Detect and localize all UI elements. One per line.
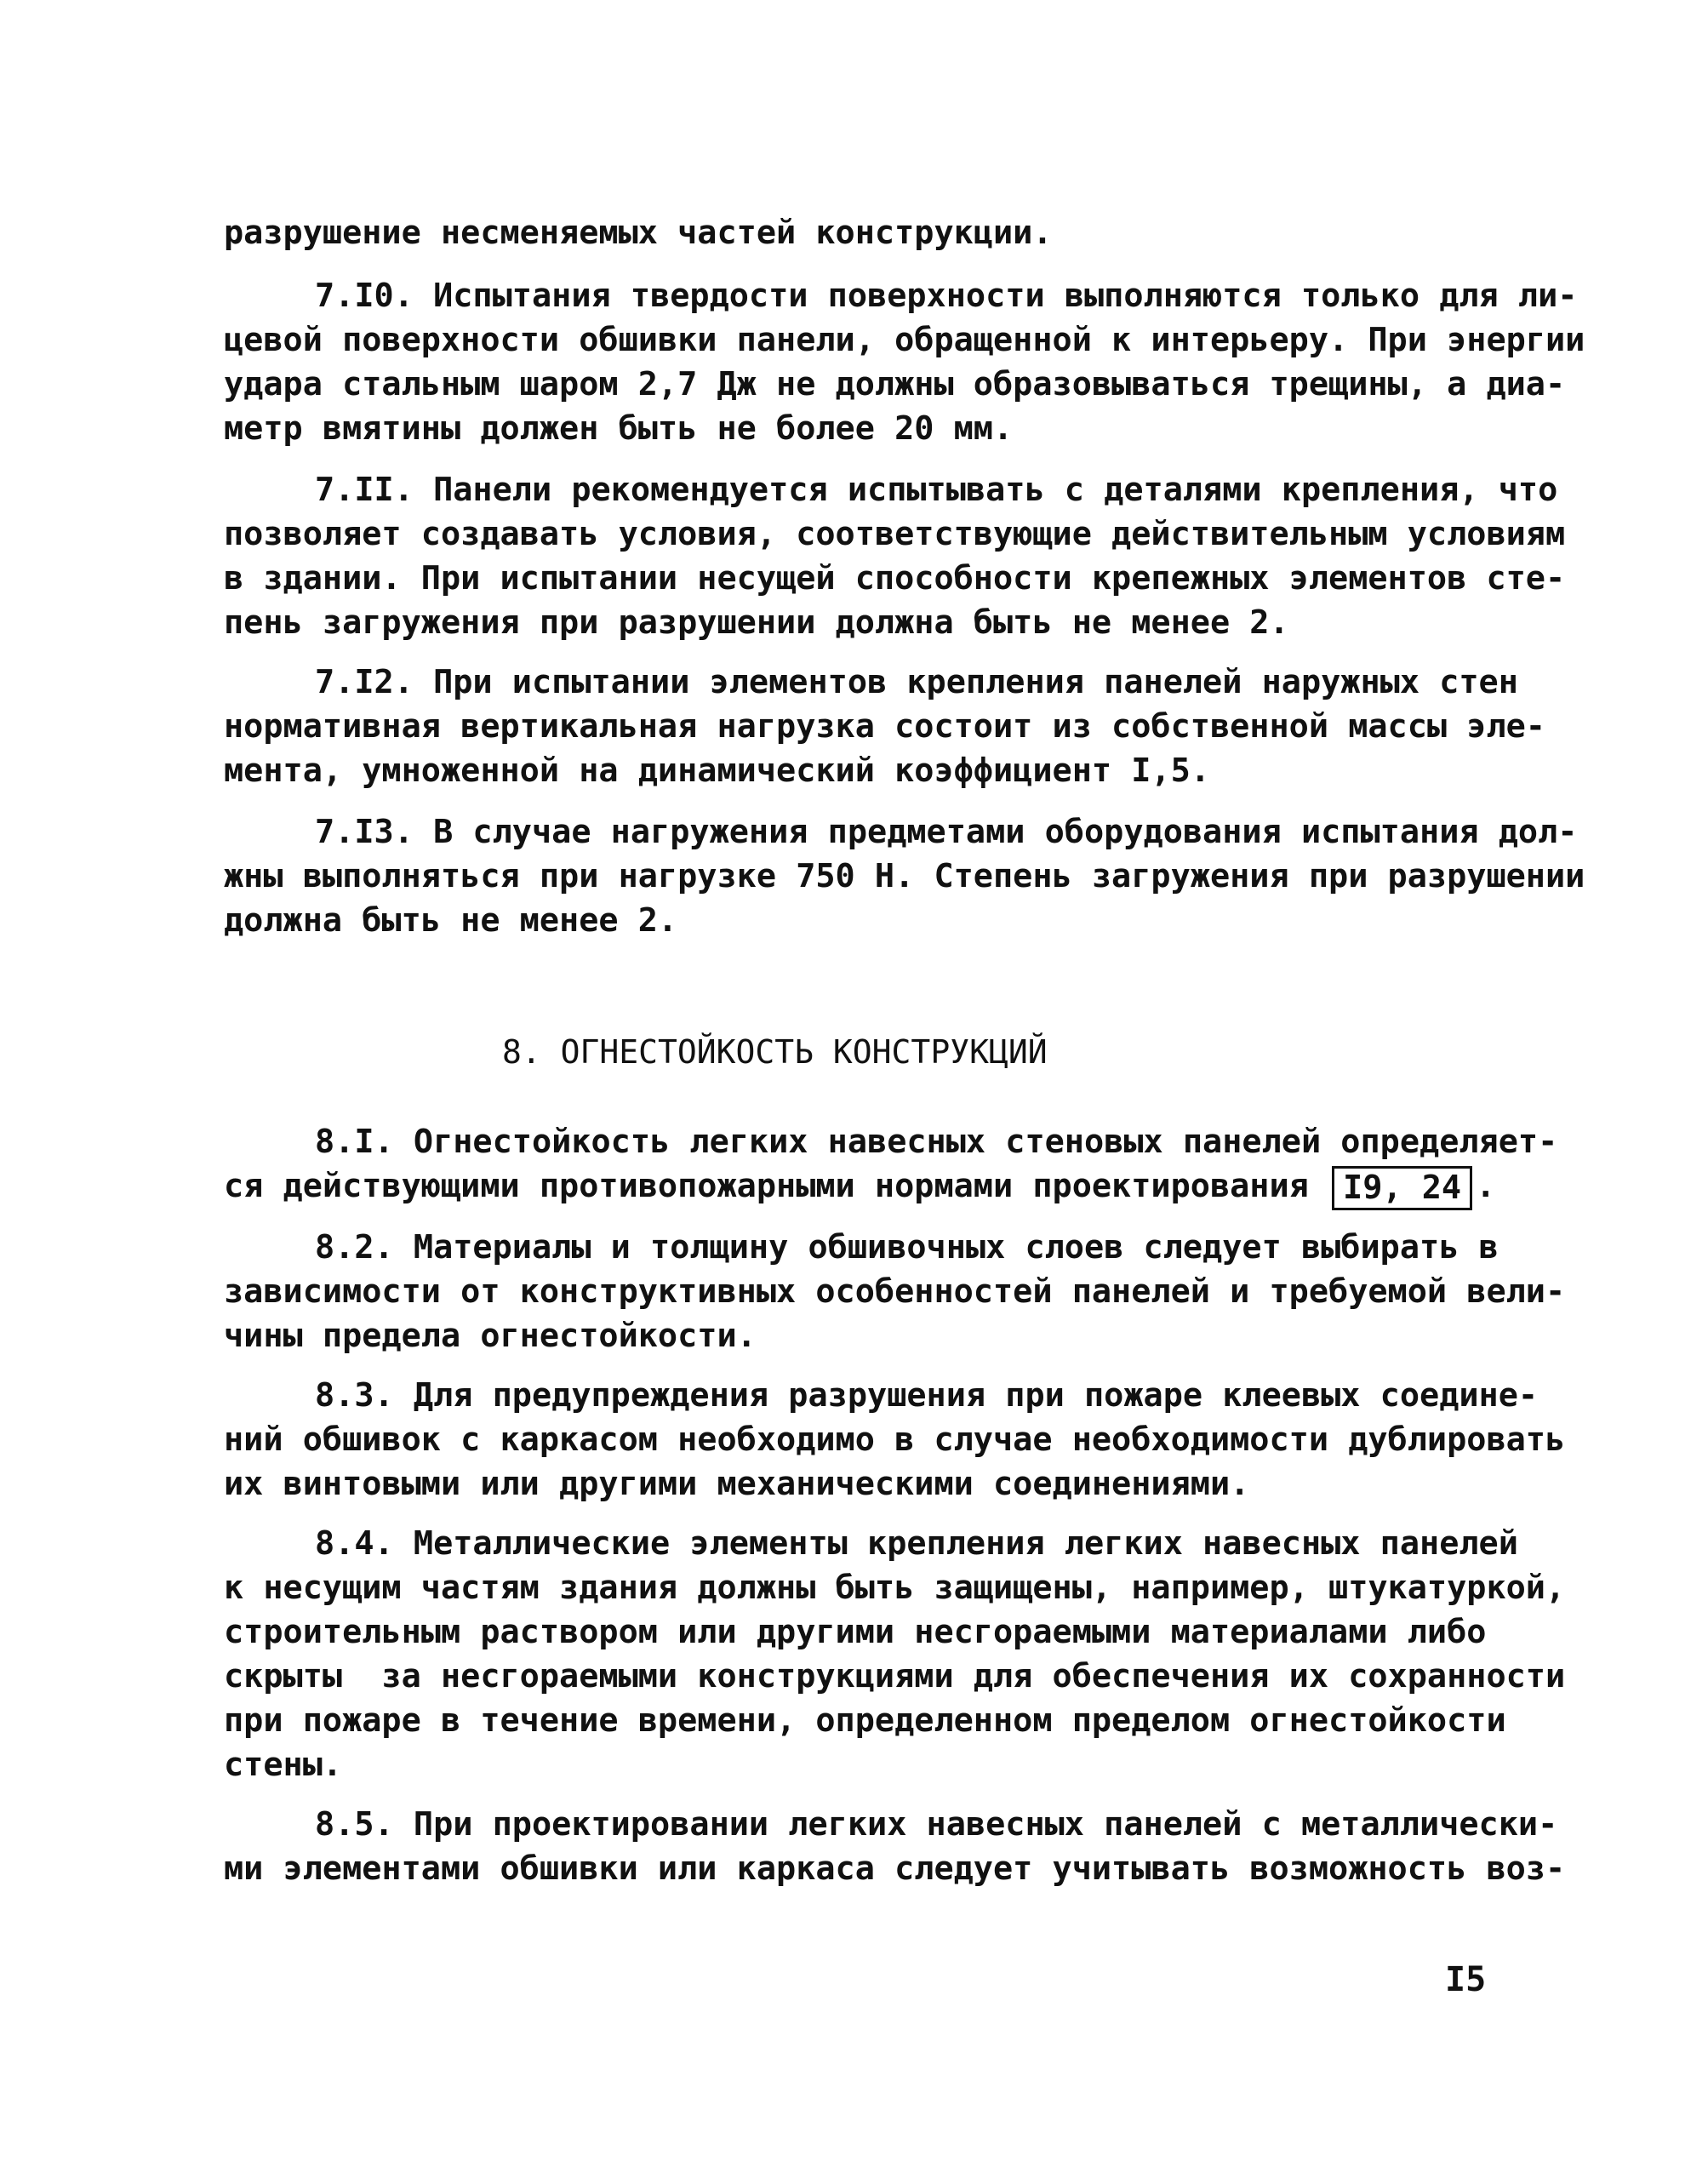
text-line: позволяет создавать условия, соответствующие действительным условиям — [224, 515, 1566, 553]
paragraph-7-10-line: 7.I0. Испытания твердости поверхности выполняются только для ли- — [315, 277, 1578, 315]
text-line: цевой поверхности обшивки панели, обращенной к интерьеру. При энергии — [224, 321, 1585, 359]
text-line: в здании. При испытании несущей способности крепежных элементов сте- — [224, 559, 1566, 597]
paragraph-7-11-line: 7.II. Панели рекомендуется испытывать с деталями крепления, что — [315, 471, 1558, 509]
section-heading: 8. ОГНЕСТОЙКОСТЬ КОНСТРУКЦИЙ — [502, 1033, 1048, 1071]
paragraph-8-3-line: 8.3. Для предупреждения разрушения при пожаре клеевых соедине- — [315, 1376, 1539, 1415]
text-line: разрушение несменяемых частей конструкции. — [224, 214, 1053, 252]
reference-brackets — [1332, 1166, 1472, 1210]
text-line: строительным раствором или другими несгораемыми материалами либо — [224, 1613, 1487, 1651]
text-line: ний обшивок с каркасом необходимо в случае необходимости дублировать — [224, 1421, 1566, 1459]
text-line: при пожаре в течение времени, определенном пределом огнестойкости — [224, 1701, 1506, 1740]
text-line: метр вмятины должен быть не более 20 мм. — [224, 409, 1014, 448]
paragraph-8-2-line: 8.2. Материалы и толщину обшивочных слоев следует выбирать в — [315, 1228, 1499, 1266]
page-number: I5 — [1445, 1960, 1487, 1999]
text-line: пень загружения при разрушении должна быть не менее 2. — [224, 603, 1289, 642]
paragraph-7-12-line: 7.I2. При испытании элементов крепления панелей наружных стен — [315, 663, 1518, 701]
text-line: жны выполняться при нагрузке 750 Н. Степень загружения при разрушении — [224, 857, 1585, 895]
text-line: зависимости от конструктивных особенностей панелей и требуемой вели- — [224, 1272, 1566, 1311]
text-segment: ся действующими противопожарными нормами проектирования — [224, 1167, 1309, 1205]
text-line-with-reference — [224, 1164, 1495, 1210]
text-line: удара стальным шаром 2,7 Дж не должны образовываться трещины, а диа- — [224, 365, 1566, 403]
text-line: ми элементами обшивки или каркаса следует учитывать возможность воз- — [224, 1849, 1566, 1888]
reference-text: I9, 24 — [1343, 1168, 1462, 1207]
text-line: стены. — [224, 1746, 343, 1784]
text-line: их винтовыми или другими механическими соединениями. — [224, 1465, 1250, 1503]
paragraph-8-1-line: 8.I. Огнестойкость легких навесных стеновых панелей определяет- — [315, 1123, 1558, 1161]
text-line: чины предела огнестойкости. — [224, 1317, 757, 1355]
text-segment: . — [1476, 1167, 1496, 1205]
text-line: скрыты за несгораемыми конструкциями для обеспечения их сохранности — [224, 1657, 1566, 1695]
text-line: нормативная вертикальная нагрузка состоит из собственной массы эле- — [224, 707, 1545, 746]
paragraph-8-5-line: 8.5. При проектировании легких навесных панелей с металлически- — [315, 1805, 1558, 1844]
text-line: должна быть не менее 2. — [224, 901, 678, 940]
paragraph-8-4-line: 8.4. Металлические элементы крепления легких навесных панелей — [315, 1524, 1518, 1563]
paragraph-7-13-line: 7.I3. В случае нагружения предметами оборудования испытания дол- — [315, 813, 1578, 851]
text-line: к несущим частям здания должны быть защищены, например, штукатуркой, — [224, 1569, 1566, 1607]
text-line: мента, умноженной на динамический коэффициент I,5. — [224, 752, 1210, 790]
